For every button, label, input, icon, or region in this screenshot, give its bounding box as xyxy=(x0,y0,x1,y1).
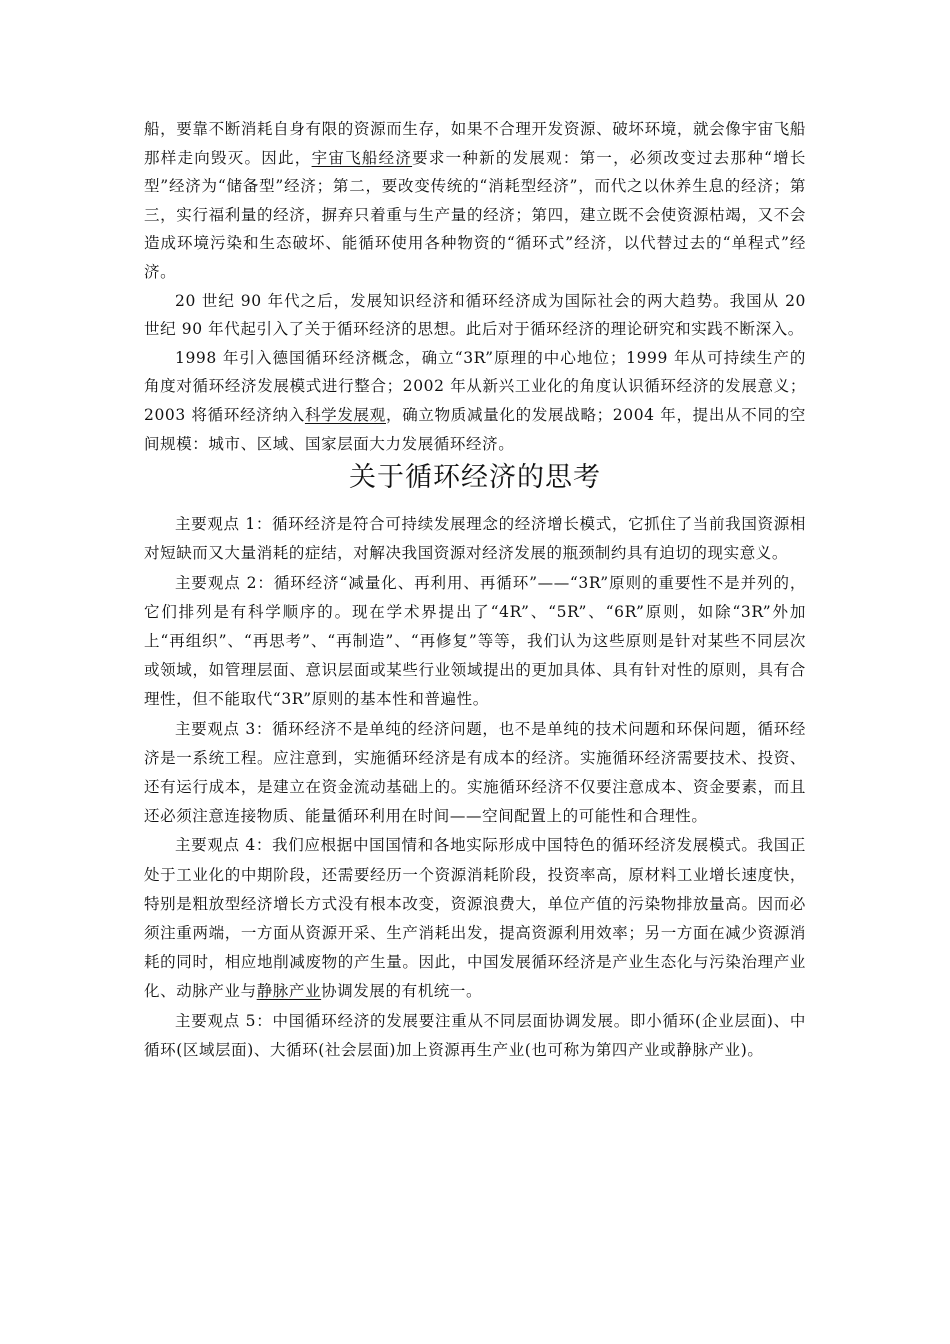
viewpoints-section xyxy=(144,510,806,1065)
paragraph-text: 要求一种新的发展观：第一，必须改变过去那种“增长型”经济为“储备型”经济；第二，要改变传统的“消耗型经济”，而代之以休养生息的经济；第三，实行福利量的经济，摒弃只着重与生产量的经济；第四，建立既不会使资源枯竭，又不会造成环境污染和生态破坏、能循环使用各种物资的“循环式”经济，以代替过去的“单程式”经济。 xyxy=(144,148,806,281)
viewpoint-1: 主要观点 1：循环经济是符合可持续发展理念的经济增长模式，它抓住了当前我国资源相对短缺而又大量消耗的症结，对解决我国资源对经济发展的瓶颈制约具有迫切的现实意义。 xyxy=(144,515,806,563)
viewpoint-2: 主要观点 2：循环经济“减量化、再利用、再循环”——“3R”原则的重要性不是并列的，它们排列是有科学顺序的。现在学术界提出了“4R”、“5R”、“6R”原则，如除“3R”外加上“再组织”、“再思考”、“再制造”、“再修复”等等，我们认为这些原则是针对某些不同层次或领域，如管理层面、意识层面或某些行业领域提出的更加具体、具有针对性的原则，具有合理性，但不能取代“3R”原则的基本性和普遍性。 xyxy=(144,573,806,709)
section-title: 关于循环经济的思考 xyxy=(349,462,601,494)
paragraph-text: 1998 年引入德国循环经济概念，确立“3R”原理的中心地位；1999 年从可持续生产的角度对循环经济发展模式进行整合；2002 年从新兴工业化的角度认识循环经济的发展意义；2003 将循环经济纳入 xyxy=(144,348,806,424)
viewpoint-5: 主要观点 5：中国循环经济的发展要注重从不同层面协调发展。即小循环(企业层面)、中循环(区域层面)、大循环(社会层面)加上资源再生产业(也可称为第四产业或静脉产业)。 xyxy=(144,1011,806,1059)
paragraph: 20 世纪 90 年代之后，发展知识经济和循环经济成为国际社会的两大趋势。我国从 20 世纪 90 年代起引入了关于循环经济的思想。此后对于循环经济的理论研究和实践不断深入。 xyxy=(144,291,806,339)
link-spaceship-economy[interactable]: 宇宙飞船经济 xyxy=(311,148,413,167)
paragraph-text: 协调发展的有机统一。 xyxy=(321,982,483,1001)
paragraph-text: ，确立物质减量化的发展战略；2004 年，提出从不同的空间规模：城市、区域、国家层面大力发展循环经济。 xyxy=(144,405,806,453)
paragraph xyxy=(144,344,806,458)
paragraph xyxy=(144,115,806,287)
viewpoint-4 xyxy=(144,831,806,1006)
paragraph-text: 船，要靠不断消耗自身有限的资源而生存，如果不合理开发资源、破坏环境，就会像宇宙飞船那样走向毁灭。因此， xyxy=(144,120,806,167)
viewpoint-3: 主要观点 3：循环经济不是单纯的经济问题，也不是单纯的技术问题和环保问题，循环经济是一系统工程。应注意到，实施循环经济是有成本的经济。实施循环经济需要技术、投资、还有运行成本，是建立在资金流动基础上的。实施循环经济不仅要注意成本、资金要素，而且还必须注意连接物质、能量循环利用在时间——空间配置上的可能性和合理性。 xyxy=(144,719,806,826)
paragraph-text: 主要观点 4：我们应根据中国国情和各地实际形成中国特色的循环经济发展模式。我国正处于工业化的中期阶段，还需要经历一个资源消耗阶段，投资率高，原材料工业增长速度快，特别是粗放型经济增长方式没有根本改变，资源浪费大，单位产值的污染物排放量高。因而必须注重两端，一方面从资源开采、生产消耗出发，提高资源利用效率；另一方面在减少资源消耗的同时，相应地削减废物的产生量。因此，中国发展循环经济是产业生态化与污染治理产业化、动脉产业与 xyxy=(144,836,806,1001)
intro-section xyxy=(144,115,806,458)
link-venous-industry[interactable]: 静脉产业 xyxy=(256,982,322,1001)
link-scientific-development[interactable]: 科学发展观 xyxy=(304,405,386,424)
